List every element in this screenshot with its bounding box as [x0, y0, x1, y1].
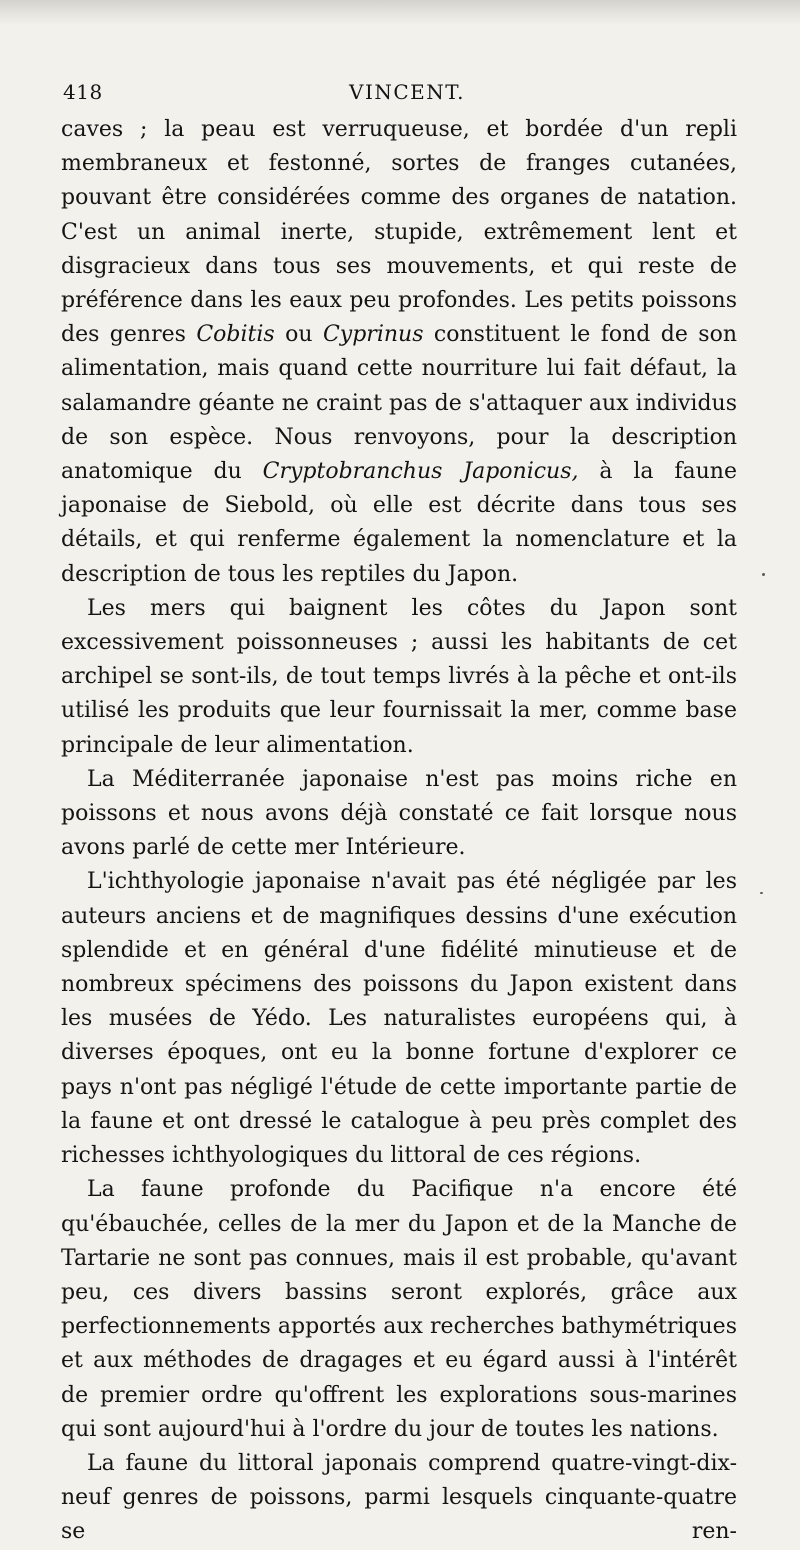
- paragraph-text: ou: [274, 322, 323, 348]
- paragraph-text: La faune du littoral japonais comprend quatre-vingt-dix-neuf genres de poissons, parmi lesquels cinquante-quatre se ren-: [61, 1450, 737, 1545]
- paragraph: [61, 113, 737, 592]
- paragraph-text: à la faune japonaise de Siebold, où elle est décrite dans tous ses détails, et qui renferme également la nomenclature et la description de tous les reptiles du Japon.: [61, 459, 737, 587]
- paragraph: [61, 592, 737, 763]
- page-number: 418: [63, 80, 103, 104]
- paragraph-text: La Méditerranée japonaise n'est pas moins riche en poissons et nous avons déjà constaté ce fait lorsque nous avons parlé de cette mer Intérieure.: [61, 766, 737, 861]
- body-text: [61, 113, 737, 1550]
- paragraph-text: L'ichthyologie japonaise n'avait pas été négligée par les auteurs anciens et de magnifiques dessins d'une exécution splendide et en général d'une fidélité minutieuse et de nombreux spécimens des poissons du Japon existent dans les musées de Yédo. Les naturalistes européens qui, à diverses époques, ont eu la bonne fortune d'explorer ce pays n'ont pas négligé l'étude de cette importante partie de la faune et ont dressé le catalogue à peu près complet des richesses ichthyologiques du littoral de ces régions.: [61, 869, 737, 1169]
- paragraph-text: caves ; la peau est verruqueuse, et bordée d'un repli membraneux et festonné, sortes de franges cutanées, pouvant être considérées comme des organes de natation. C'est un animal inerte, stupide, extrêmement lent et disgracieux dans tous ses mouvements, et qui reste de préférence dans les eaux peu profondes. Les petits poissons des genres: [61, 117, 737, 348]
- paragraph: [61, 763, 737, 866]
- italic-term: Cobitis: [196, 322, 275, 348]
- paragraph-text: Les mers qui baignent les côtes du Japon sont excessivement poissonneuses ; aussi les habitants de cet archipel se sont-ils, de tout temps livrés à la pêche et ont-ils utilisé les produits que leur fournissait la mer, comme base principale de leur alimentation.: [61, 595, 737, 758]
- running-head: VINCENT.: [349, 80, 466, 104]
- scan-top-shadow: [0, 0, 800, 26]
- scan-speck: [762, 573, 765, 576]
- paragraph: [61, 1447, 737, 1550]
- scan-speck: [760, 892, 763, 894]
- paragraph: [61, 1173, 737, 1447]
- paragraph-text: constituent le fond de son alimentation, mais quand cette nourriture lui fait défaut, la salamandre géante ne craint pas de s'attaquer aux individus de son espèce. Nous renvoyons, pour la description anatomique du: [61, 322, 737, 485]
- italic-term: Cryptobranchus Japonicus,: [262, 459, 579, 485]
- paragraph-text: La faune profonde du Pacifique n'a encore été qu'ébauchée, celles de la mer du Japon et de la Manche de Tartarie ne sont pas connues, mais il est probable, qu'avant peu, ces divers bassins seront explorés, grâce aux perfectionnements apportés aux recherches bathymétriques et aux méthodes de dragages et eu égard aussi à l'intérêt de premier ordre qu'offrent les explorations sous-marines qui sont aujourd'hui à l'ordre du jour de toutes les nations.: [61, 1177, 737, 1442]
- italic-term: Cyprinus: [322, 322, 424, 348]
- paragraph: [61, 865, 737, 1173]
- page-header: [63, 78, 743, 112]
